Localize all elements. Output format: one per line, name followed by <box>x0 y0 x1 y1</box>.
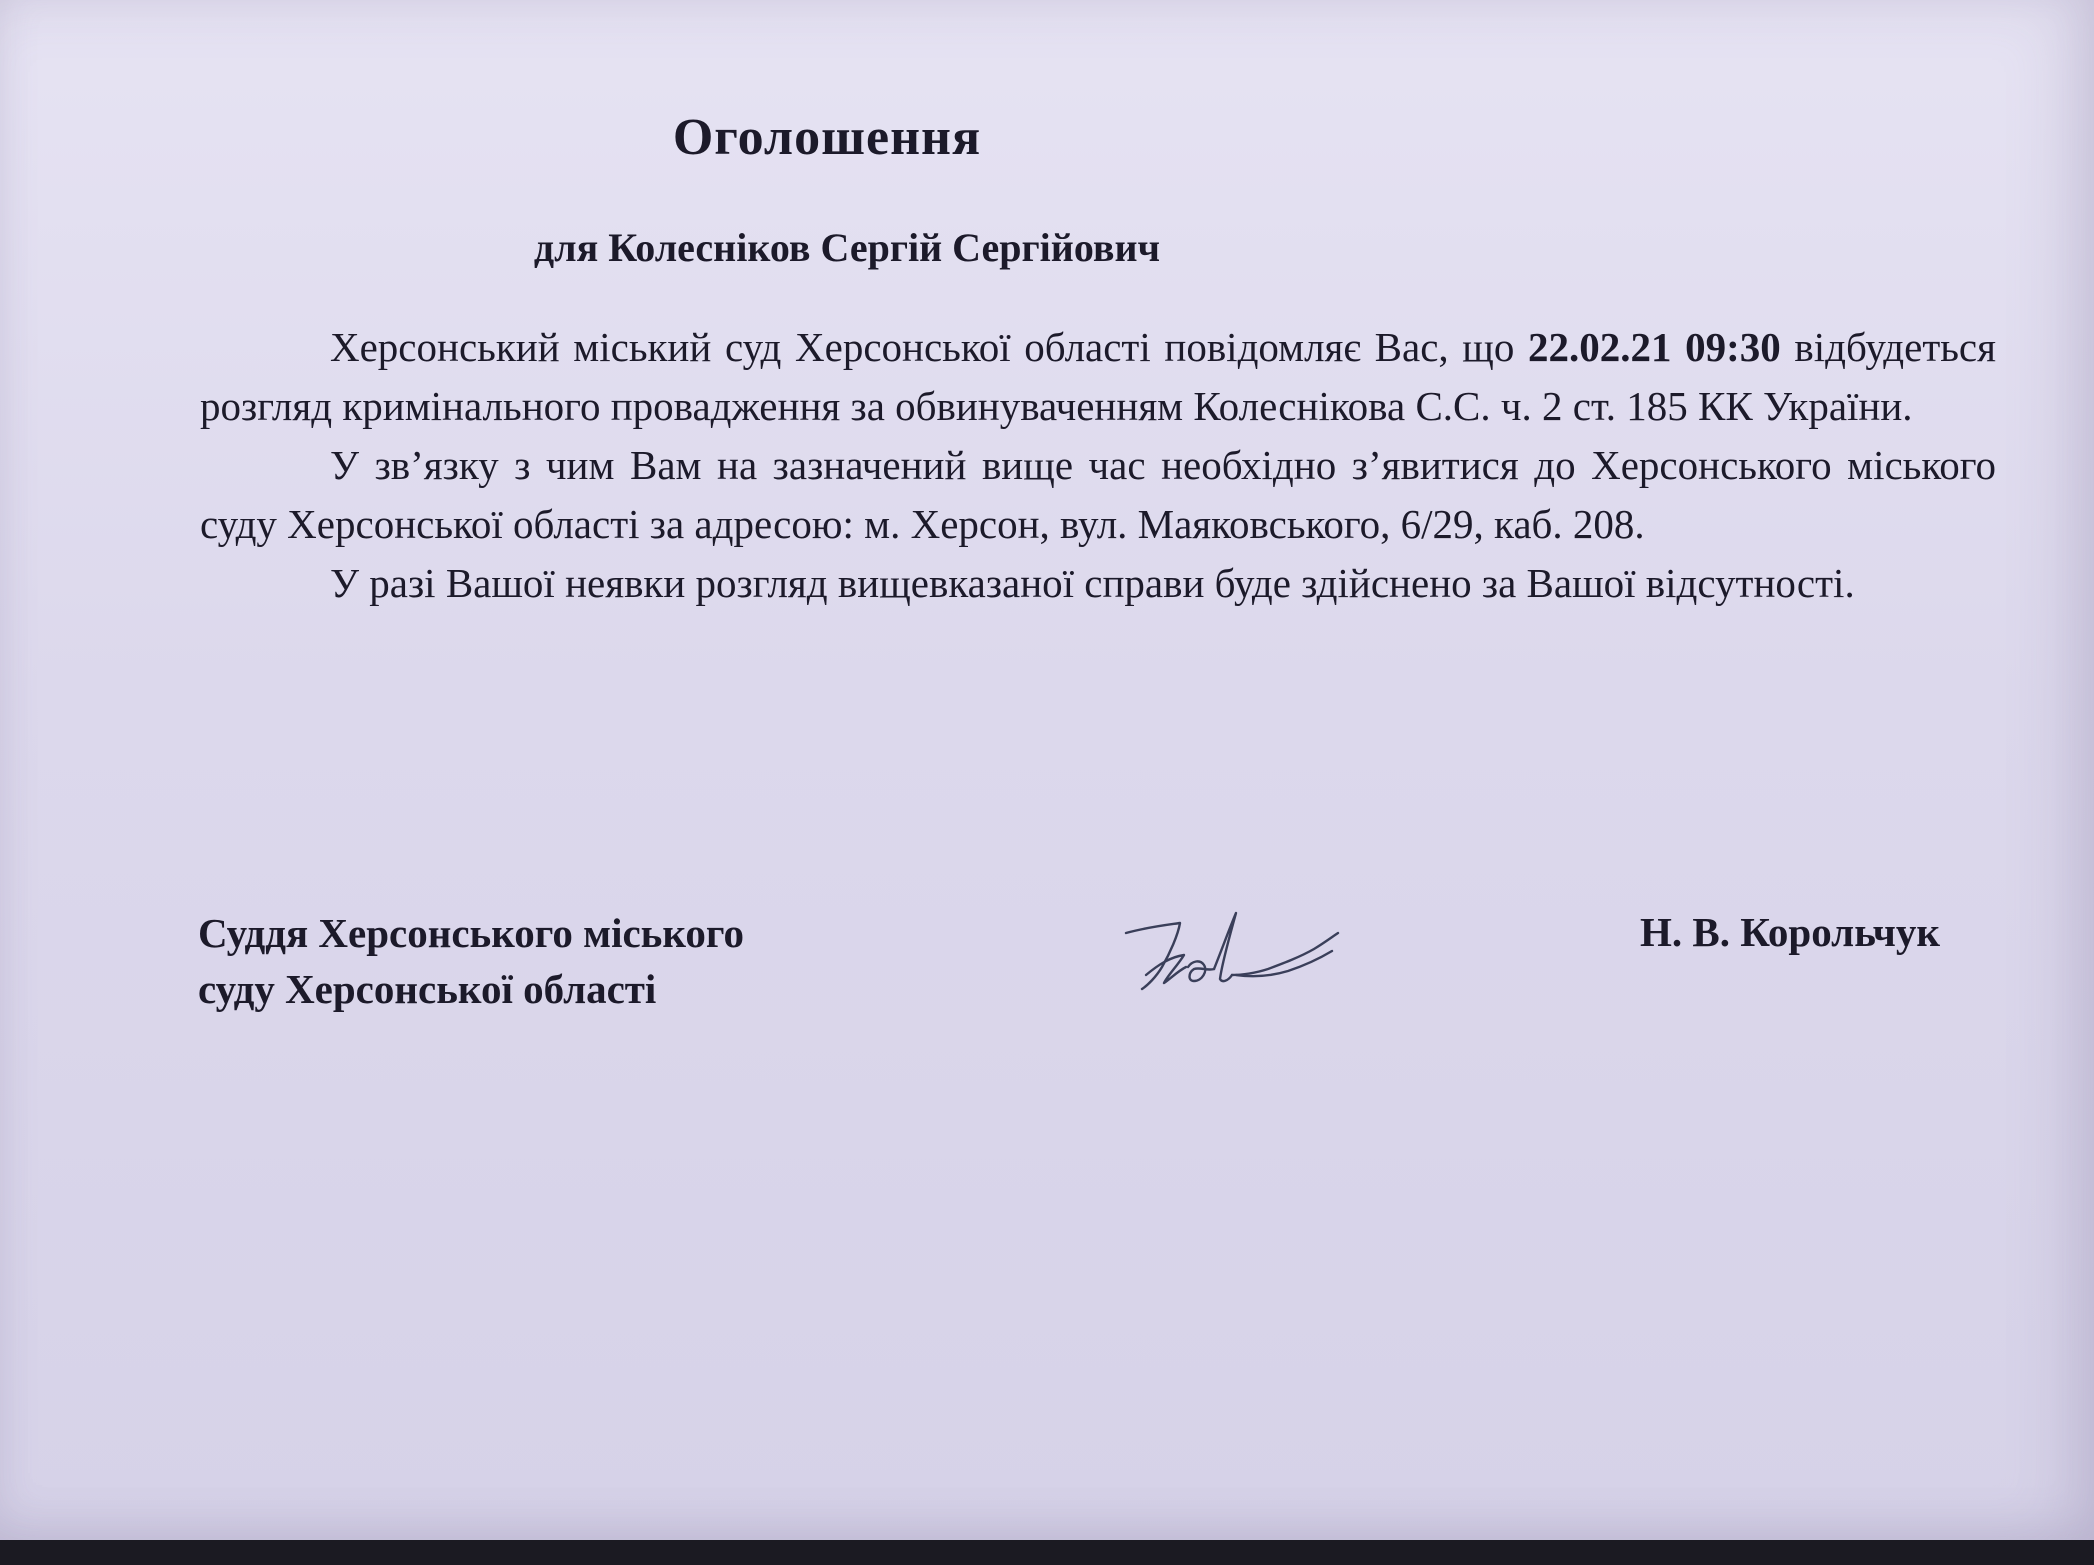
judge-name: Н. В. Корольчук <box>1640 909 1940 955</box>
recipient-line: для Колесніков Сергій Сергійович <box>533 225 1161 270</box>
judge-position <box>198 905 898 1017</box>
table-background <box>0 1540 2094 1565</box>
notice-title: Оголошення <box>672 109 982 166</box>
hearing-paragraph <box>200 318 1996 436</box>
hearing-text-after: відбудеться розгляд кримінального провадження за обвинуваченням Колеснікова С.С. ч. 2 ст. 185 КК України. <box>200 324 1996 429</box>
hearing-date-time: 22.02.21 09:30 <box>1528 324 1781 370</box>
hearing-text-before: Херсонський міський суд Херсонської області повідомляє Вас, що <box>330 324 1528 370</box>
absence-paragraph: У разі Вашої неявки розгляд вищевказаної справи буде здійснено за Вашої відсутності. <box>330 560 1855 606</box>
judge-position-line-1: Суддя Херсонського міського <box>198 910 745 956</box>
judge-position-line-2: суду Херсонської області <box>198 966 657 1012</box>
appearance-paragraph: У зв’язку з чим Вам на зазначений вище час необхідно з’явитися до Херсонського міського суду Херсонської області за адресою: м. Херсон, вул. Маяковського, 6/29, каб. 208. <box>200 442 1996 547</box>
handwritten-signature <box>1118 905 1368 1005</box>
notice-body <box>200 318 1996 613</box>
